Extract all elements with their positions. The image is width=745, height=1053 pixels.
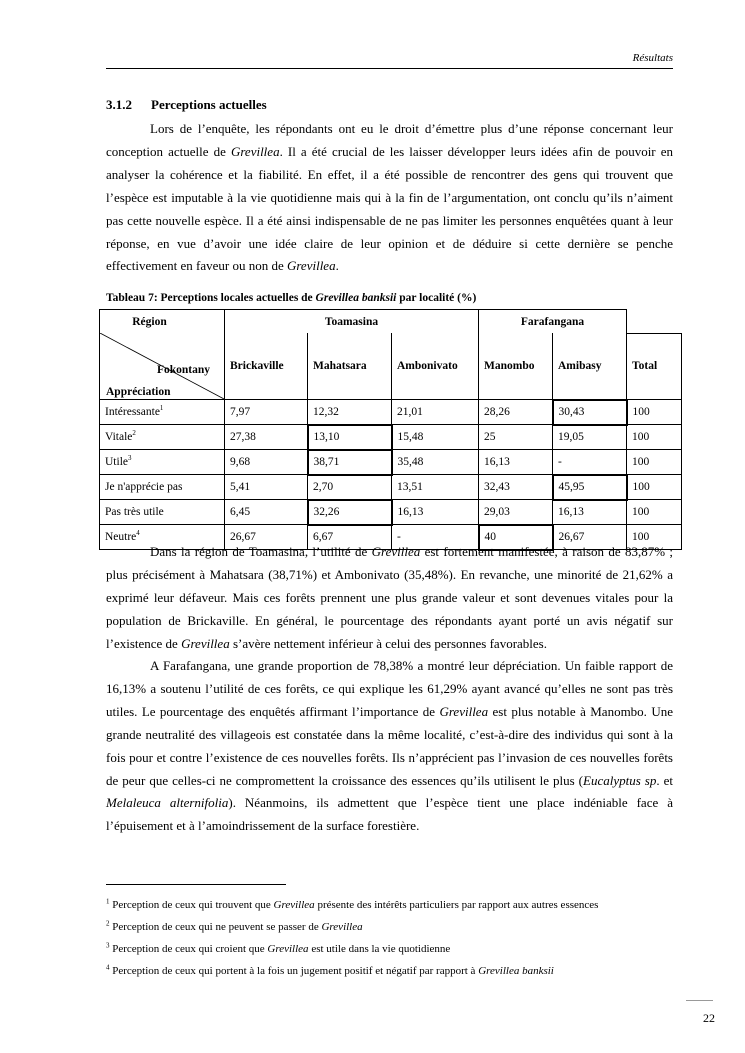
row-label bbox=[100, 450, 225, 475]
page-number: 22 bbox=[703, 1011, 715, 1025]
italic-text: Grevillea bbox=[286, 258, 336, 274]
section-heading bbox=[106, 97, 267, 113]
table-cell: - bbox=[553, 450, 627, 475]
footnote-number: 3 bbox=[106, 941, 110, 950]
table-cell: 5,41 bbox=[225, 475, 308, 500]
section-number: 3.1.2 bbox=[106, 97, 132, 112]
table-cell: 35,48 bbox=[392, 450, 479, 475]
table-cell: 100 bbox=[627, 525, 682, 550]
table-cell: 26,67 bbox=[225, 525, 308, 550]
table-cell: 100 bbox=[627, 500, 682, 525]
italic-text: Grevillea bbox=[273, 899, 315, 911]
region-toamasina: Toamasina bbox=[225, 310, 479, 334]
paragraph-1 bbox=[106, 118, 673, 278]
footnote-ref: 4 bbox=[136, 529, 140, 538]
footnote bbox=[106, 918, 598, 940]
paragraph-2 bbox=[106, 541, 673, 656]
table-cell: 100 bbox=[627, 450, 682, 475]
table-cell: 100 bbox=[627, 400, 682, 425]
text-run: . bbox=[335, 258, 339, 274]
column-header-row bbox=[100, 333, 682, 400]
table-cell: 27,38 bbox=[225, 425, 308, 450]
table-cell: 15,48 bbox=[392, 425, 479, 450]
text-run: . Il a été crucial de les laisser développer leurs idées afin de pouvoir en analyser la cohérence et la fiabilité. En effet, il a été possible de rencontrer des gens qui trouvent que l’espèce est imputable à la vie quotidienne mais qui à la fin de l’argumentation, ont conclu qu’ils n’aiment pas cette nouvelle espèce. Il a été ainsi indispensable de ne pas limiter les personnes enquêtées quant à leur réponse, en vue d’avoir une idée claire de leur opinion et de déduire si cette dernière se penche effectivement en faveur ou non de bbox=[106, 143, 673, 274]
table-caption bbox=[106, 292, 476, 304]
table-cell: 16,13 bbox=[392, 500, 479, 525]
table-cell: 13,10 bbox=[308, 425, 392, 450]
header-rule bbox=[106, 68, 673, 69]
footnote-number: 2 bbox=[106, 919, 110, 928]
fokontany-label: Fokontany bbox=[156, 364, 210, 376]
region-label: Région bbox=[100, 310, 225, 334]
table-row bbox=[100, 475, 682, 500]
table-row bbox=[100, 500, 682, 525]
table-cell: 32,26 bbox=[308, 500, 392, 525]
table-cell: 13,51 bbox=[392, 475, 479, 500]
text-run: Lors de l’enquête, les répondants ont eu le droit d’émettre plus d’une réponse concernant leur conception actuelle de bbox=[106, 121, 673, 159]
region-header-row bbox=[100, 310, 682, 334]
table-body bbox=[100, 400, 682, 550]
footnote bbox=[106, 962, 598, 984]
italic-text: Grevillea banksii bbox=[478, 965, 554, 977]
diagonal-header-cell bbox=[100, 333, 225, 400]
table-cell: 38,71 bbox=[308, 450, 392, 475]
italic-text: Grevillea bbox=[181, 635, 230, 651]
table-cell: 2,70 bbox=[308, 475, 392, 500]
italic-text: Grevillea bbox=[267, 943, 309, 955]
row-label-text: Intéressante bbox=[105, 406, 160, 418]
row-label bbox=[100, 475, 225, 500]
row-label-text: Vitale bbox=[105, 431, 133, 443]
perceptions-table bbox=[99, 309, 682, 551]
text-run: Perception de ceux qui portent à la fois un jugement positif et négatif par rapport à bbox=[112, 965, 479, 977]
col-header: Mahatsara bbox=[308, 333, 392, 400]
table-cell: 45,95 bbox=[553, 475, 627, 500]
row-label-text: Je n'apprécie pas bbox=[105, 481, 183, 493]
italic-text: Melaleuca alternifolia bbox=[106, 795, 229, 811]
footnote-number: 4 bbox=[106, 963, 110, 972]
table-cell: 19,05 bbox=[553, 425, 627, 450]
table-cell: 6,67 bbox=[308, 525, 392, 550]
row-label bbox=[100, 400, 225, 425]
text-run: A Farafangana, une grande proportion de 78,38% a montré leur dépréciation. Un faible rapport de 16,13% a soutenu l’utilité de ces forêts, ce qui explique les 61,29% ayant avancé qu’elles ne sont pas très utiles. Le pourcentage des enquêtés affirmant l’importance de bbox=[106, 658, 673, 719]
table-cell: 29,03 bbox=[479, 500, 553, 525]
footnote-ref: 1 bbox=[159, 404, 164, 413]
running-head: Résultats bbox=[632, 52, 673, 64]
text-run: Perception de ceux qui croient que bbox=[112, 943, 268, 955]
table-cell: 7,97 bbox=[225, 400, 308, 425]
footnote-number: 1 bbox=[106, 897, 110, 906]
table-row bbox=[100, 400, 682, 425]
col-header: Ambonivato bbox=[392, 333, 479, 400]
table-cell: 30,43 bbox=[553, 400, 627, 425]
table-cell: - bbox=[392, 525, 479, 550]
text-run: est fortement manifestée, à raison de 83,87% ; plus précisément à Mahatsara (38,71%) et Ambonivato (35,48%). En revanche, une minorité de 21,62% a exprimé leur défaveur. Mais ces forêts prennent une plus grande valeur et sont devenues vitales pour la population de Brickaville. En général, le pourcentage des répondants ayant porté un avis négatif sur l’existence de bbox=[106, 544, 674, 651]
paragraph-3 bbox=[106, 655, 673, 838]
italic-text: Grevillea bbox=[230, 143, 280, 159]
row-label-text: Pas très utile bbox=[105, 506, 164, 518]
row-label bbox=[100, 500, 225, 525]
section-title: Perceptions actuelles bbox=[151, 97, 267, 112]
italic-text: Grevillea bbox=[439, 703, 489, 719]
row-label-text: Neutre bbox=[105, 531, 137, 543]
table-cell: 28,26 bbox=[479, 400, 553, 425]
text-run: est plus notable à Manombo. Une grande neutralité des villageois est constatée dans la même localité, c’est-à-dire des individus qui sont à la fois pour et contre l’existence de ces nouvelles forêts. Ils n’apprécient pas l’invasion de ces nouvelles forêts de peur que celles-ci ne compromettent la croissance des essences qu’ils utilisent le plus ( bbox=[106, 703, 673, 788]
footnote-rule bbox=[106, 884, 286, 885]
text-run: Perception de ceux qui ne peuvent se passer de bbox=[112, 921, 322, 933]
table-cell: 25 bbox=[479, 425, 553, 450]
footnotes bbox=[106, 896, 598, 984]
text-run: . et bbox=[656, 772, 673, 788]
table-cell: 26,67 bbox=[553, 525, 627, 550]
text-run: Perception de ceux qui trouvent que bbox=[112, 899, 274, 911]
region-farafangana: Farafangana bbox=[479, 310, 627, 334]
italic-text: Grevillea bbox=[371, 544, 421, 559]
text-run: ). Néanmoins, ils admettent que l’espèce tient une place indéniable face à l’épuisement et à l’amoindrissement de la surface forestière. bbox=[106, 795, 673, 834]
appreciation-label: Appréciation bbox=[106, 386, 171, 398]
table-row bbox=[100, 425, 682, 450]
table-row bbox=[100, 450, 682, 475]
caption-suffix: par localité (%) bbox=[396, 292, 477, 304]
text-run: présente des intérêts particuliers par rapport aux autres essences bbox=[314, 899, 599, 911]
footer-rule bbox=[686, 1000, 713, 1001]
table-cell: 12,32 bbox=[308, 400, 392, 425]
table-cell: 16,13 bbox=[553, 500, 627, 525]
table-cell: 6,45 bbox=[225, 500, 308, 525]
table-cell: 100 bbox=[627, 425, 682, 450]
italic-text: Eucalyptus sp bbox=[583, 772, 657, 788]
text-run: Dans la région de Toamasina, l’utilité de bbox=[150, 544, 372, 559]
row-label-text: Utile bbox=[105, 456, 128, 468]
col-header: Brickaville bbox=[225, 333, 308, 400]
table-cell: 9,68 bbox=[225, 450, 308, 475]
row-label bbox=[100, 425, 225, 450]
table-cell: 16,13 bbox=[479, 450, 553, 475]
table-cell: 32,43 bbox=[479, 475, 553, 500]
footnote bbox=[106, 940, 598, 962]
table-cell: 21,01 bbox=[392, 400, 479, 425]
col-header: Manombo bbox=[479, 333, 553, 400]
italic-text: Grevillea bbox=[321, 921, 363, 933]
text-run: s’avère nettement inférieur à celui des personnes favorables. bbox=[229, 635, 547, 651]
text-run: est utile dans la vie quotidienne bbox=[308, 943, 451, 955]
caption-prefix: Tableau 7: Perceptions locales actuelles de bbox=[106, 292, 316, 304]
footnote bbox=[106, 896, 598, 918]
table-cell: 40 bbox=[479, 525, 553, 550]
footnote-ref: 2 bbox=[132, 429, 136, 438]
col-header: Amibasy bbox=[553, 333, 627, 400]
caption-species: Grevillea banksii bbox=[315, 292, 397, 304]
footnote-ref: 3 bbox=[128, 454, 132, 463]
col-header: Total bbox=[627, 333, 682, 400]
table-cell: 100 bbox=[627, 475, 682, 500]
